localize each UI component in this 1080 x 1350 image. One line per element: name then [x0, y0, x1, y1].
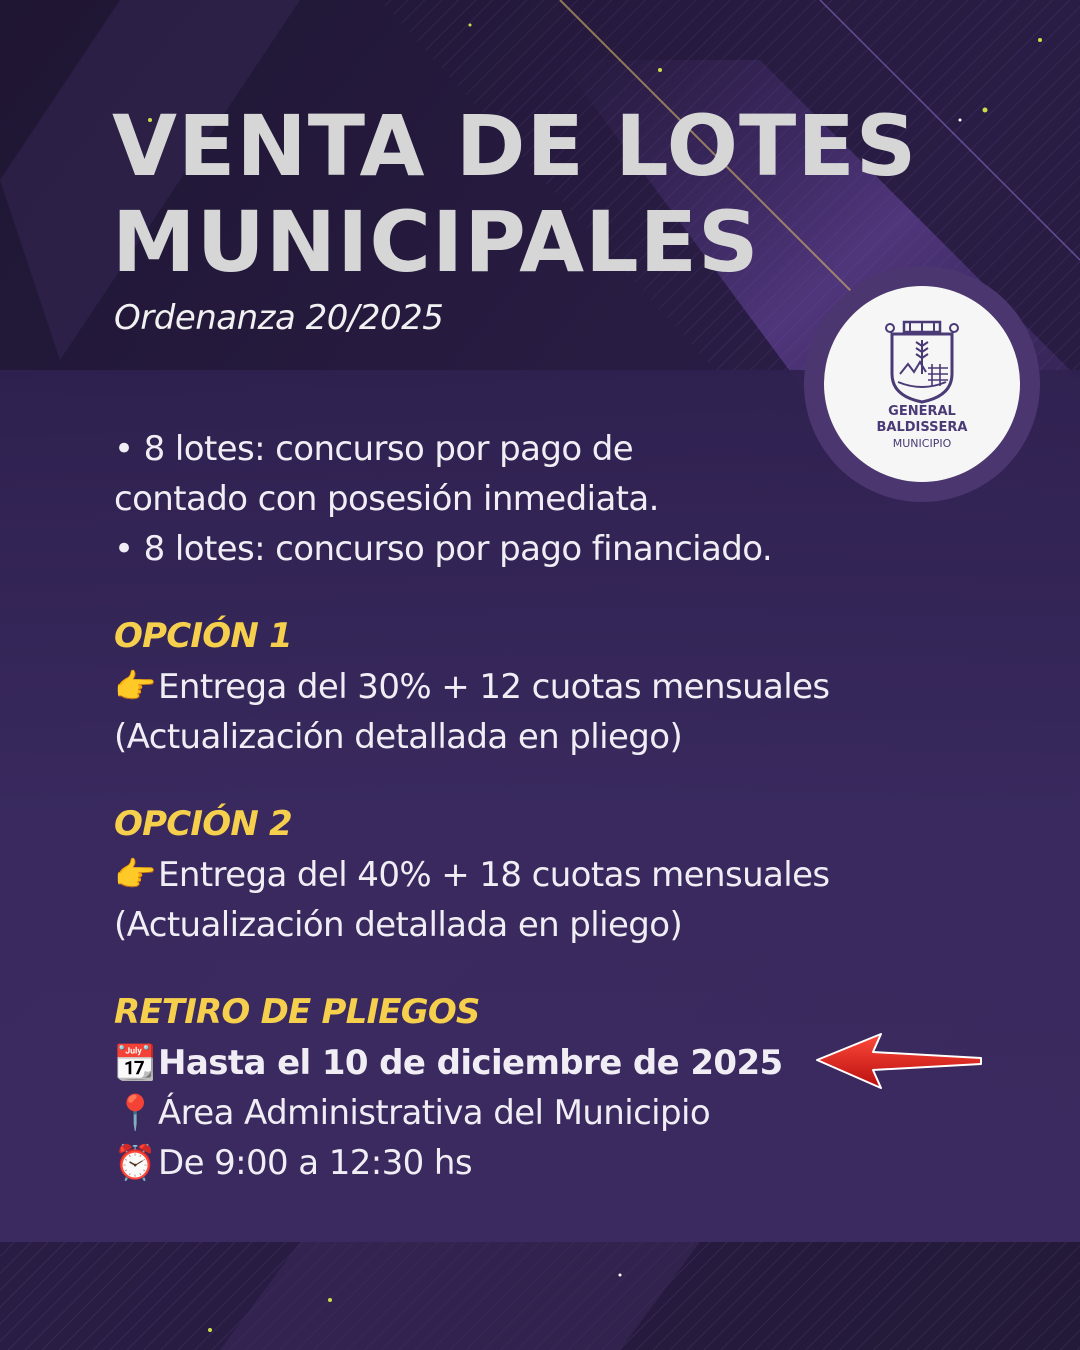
- red-arrow-icon: [815, 1030, 985, 1092]
- option-2-detail-text: Entrega del 40% + 18 cuotas mensuales: [158, 855, 830, 895]
- alarm-clock-icon: ⏰: [114, 1143, 156, 1183]
- pointing-hand-icon: 👉: [114, 855, 156, 895]
- retiro-date: [114, 1038, 783, 1088]
- logo-text-baldissera: BALDISSERA: [876, 420, 968, 435]
- option-1-heading: OPCIÓN 1: [114, 616, 292, 656]
- crest-icon: [882, 312, 962, 404]
- option-1-detail: [114, 662, 830, 712]
- title-line-1: VENTA DE LOTES: [112, 97, 918, 195]
- intro-line-1: • 8 lotes: concurso por pago de: [114, 429, 634, 469]
- retiro-date-text: Hasta el 10 de diciembre de 2025: [158, 1043, 783, 1083]
- pointing-hand-icon: 👉: [114, 667, 156, 707]
- option-2-note: (Actualización detallada en pliego): [114, 905, 683, 945]
- retiro-time: [114, 1138, 472, 1188]
- logo-text-municipio: MUNICIPIO: [892, 437, 952, 450]
- logo-text-general: GENERAL: [888, 404, 956, 419]
- retiro-time-text: De 9:00 a 12:30 hs: [158, 1143, 472, 1183]
- title-line-2: MUNICIPALES: [112, 193, 760, 291]
- option-1-note: (Actualización detallada en pliego): [114, 717, 683, 757]
- option-2-detail: [114, 850, 830, 900]
- intro-line-2: contado con posesión inmediata.: [114, 479, 659, 519]
- page-title: [112, 98, 917, 290]
- calendar-icon: 📆: [114, 1043, 156, 1083]
- retiro-heading: RETIRO DE PLIEGOS: [114, 992, 480, 1032]
- option-2-heading: OPCIÓN 2: [114, 804, 292, 844]
- municipality-logo: [824, 286, 1020, 482]
- retiro-place-text: Área Administrativa del Municipio: [158, 1093, 711, 1133]
- option-1-detail-text: Entrega del 30% + 12 cuotas mensuales: [158, 667, 830, 707]
- retiro-place: [114, 1088, 710, 1138]
- intro-line-3: • 8 lotes: concurso por pago financiado.: [114, 529, 773, 569]
- ordinance-subtitle: Ordenanza 20/2025: [114, 298, 444, 338]
- pin-icon: 📍: [114, 1093, 156, 1133]
